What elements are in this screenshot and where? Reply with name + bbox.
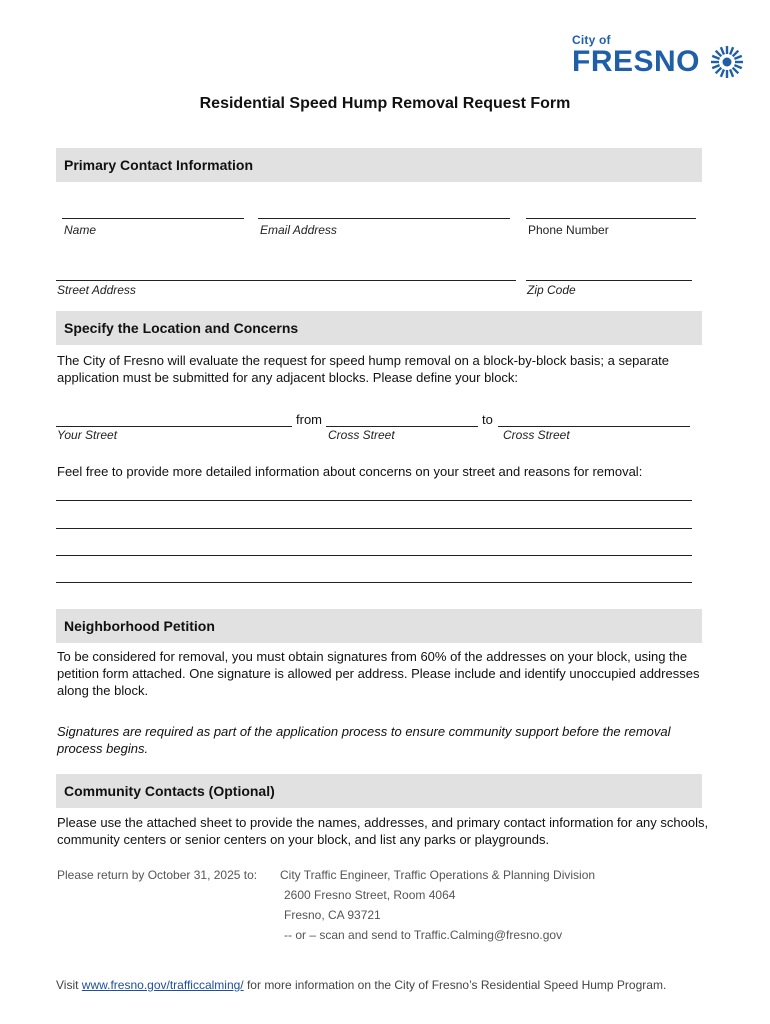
- logo-city-of: City of: [572, 33, 611, 47]
- section-petition: [56, 609, 702, 643]
- name-label: Name: [64, 223, 97, 237]
- form-title: Residential Speed Hump Removal Request Form: [199, 95, 571, 112]
- location-intro: The City of Fresno will evaluate the request for speed hump removal on a block-by-block basis; a separate application must be submitted for any adjacent blocks. Please define your block:: [57, 353, 670, 385]
- footer-suffix: for more information on the City of Fresno’s Residential Speed Hump Program.: [243, 978, 667, 992]
- logo-fresno: FRESNO: [572, 45, 701, 78]
- return-label: Please return by October 31, 2025 to:: [57, 868, 258, 882]
- street-address-field[interactable]: [56, 280, 516, 281]
- your-street-field[interactable]: [56, 426, 292, 427]
- section-heading: Community Contacts (Optional): [64, 783, 275, 799]
- zip-code-label: Zip Code: [527, 283, 576, 297]
- phone-field[interactable]: [526, 218, 696, 219]
- section-heading: Specify the Location and Concerns: [64, 320, 299, 336]
- phone-label: Phone Number: [528, 223, 609, 237]
- section-location: [56, 311, 702, 345]
- trafficcalming-link[interactable]: www.fresno.gov/trafficcalming/: [81, 978, 244, 992]
- email-field[interactable]: [258, 218, 510, 219]
- return-line-2: 2600 Fresno Street, Room 4064: [284, 888, 456, 902]
- email-label: Email Address: [260, 223, 337, 237]
- footer-prefix: Visit: [56, 978, 82, 992]
- section-community: [56, 774, 702, 808]
- footer: [56, 978, 666, 992]
- community-text: Please use the attached sheet to provide the names, addresses, and primary contact information for any schools, community centers or senior centers on your block, and list any parks or playgrounds.: [57, 815, 709, 847]
- to-text: to: [482, 412, 493, 427]
- cross-street-2-label: Cross Street: [503, 428, 570, 442]
- name-field[interactable]: [62, 218, 244, 219]
- return-line-4: -- or – scan and send to Traffic.Calming@fresno.gov: [284, 928, 563, 942]
- details-line-1[interactable]: [56, 500, 692, 501]
- from-text: from: [296, 412, 322, 427]
- city-logo: [572, 33, 744, 81]
- section-primary-contact: [56, 148, 702, 182]
- section-heading: Primary Contact Information: [64, 157, 254, 173]
- return-line-3: Fresno, CA 93721: [284, 908, 381, 922]
- petition-note: Signatures are required as part of the application process to ensure community support before the removal process begins.: [57, 724, 671, 756]
- return-line-1: City Traffic Engineer, Traffic Operations & Planning Division: [280, 868, 596, 882]
- details-prompt: Feel free to provide more detailed information about concerns on your street and reasons for removal:: [57, 464, 643, 479]
- details-line-3[interactable]: [56, 555, 692, 556]
- details-line-4[interactable]: [56, 582, 692, 583]
- section-heading: Neighborhood Petition: [64, 618, 215, 634]
- sunburst-icon: [710, 45, 744, 79]
- street-address-label: Street Address: [57, 283, 136, 297]
- your-street-label: Your Street: [57, 428, 118, 442]
- zip-code-field[interactable]: [526, 280, 692, 281]
- cross-street-1-field[interactable]: [326, 426, 478, 427]
- cross-street-2-field[interactable]: [498, 426, 690, 427]
- details-line-2[interactable]: [56, 528, 692, 529]
- cross-street-1-label: Cross Street: [328, 428, 395, 442]
- petition-text: To be considered for removal, you must obtain signatures from 60% of the addresses on your block, using the petition form attached. One signature is allowed per address. Please include and identify unoccupied addresses along the block.: [57, 649, 700, 698]
